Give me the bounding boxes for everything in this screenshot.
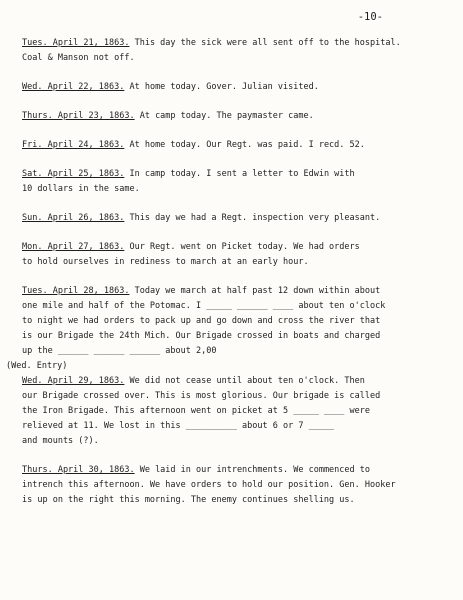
entry-text: We did not cease until about ten o'clock. Then xyxy=(124,376,365,386)
entry-date: Thurs. April 23, 1863. xyxy=(22,111,135,121)
entry-date: Thurs. April 30, 1863. xyxy=(22,465,135,475)
entry-line: Coal & Manson not off. xyxy=(22,53,135,63)
entry-line xyxy=(22,374,447,389)
entry-text: Today we march at half past 12 down within about xyxy=(129,286,381,296)
entry-line xyxy=(22,211,447,226)
entry-date: Fri. April 24, 1863. xyxy=(22,140,125,150)
entry-text: This day the sick were all sent off to the hospital. xyxy=(129,38,401,48)
diary-entry xyxy=(22,109,447,124)
entry-line: one mile and half of the Potomac. I _____ ______ ____ about ten o'clock xyxy=(22,301,386,311)
entry-line: our Brigade crossed over. This is most glorious. Our brigade is called xyxy=(22,391,381,401)
entry-line: the Iron Brigade. This afternoon went on picket at 5 _____ ____ were xyxy=(22,406,370,416)
entry-line xyxy=(22,109,447,124)
entry-text: At home today. Our Regt. was paid. I recd. 52. xyxy=(124,140,365,150)
entry-text: Our Regt. went on Picket today. We had orders xyxy=(124,242,360,252)
entry-prefix: (Wed. Entry) xyxy=(6,361,68,371)
entry-date: Sat. April 25, 1863. xyxy=(22,169,125,179)
diary-entry xyxy=(22,80,447,95)
entry-line: relieved at 11. We lost in this __________ about 6 or 7 _____ xyxy=(22,421,335,431)
entry-text: At home today. Gover. Julian visited. xyxy=(124,82,319,92)
diary-entry xyxy=(22,211,447,226)
entry-line: 10 dollars in the same. xyxy=(22,184,140,194)
diary-entry xyxy=(6,359,447,449)
entry-line xyxy=(22,240,447,255)
diary-entry xyxy=(22,240,447,270)
diary-entry xyxy=(22,138,447,153)
entry-line: and mounts (?). xyxy=(22,436,99,446)
entry-date: Tues. April 21, 1863. xyxy=(22,38,130,48)
diary-entry xyxy=(22,167,447,197)
page-number: -10- xyxy=(357,11,383,23)
entry-line: intrench this afternoon. We have orders to hold our position. Gen. Hooker xyxy=(22,480,396,490)
entry-line xyxy=(22,167,447,182)
diary-entry xyxy=(22,284,447,359)
entry-line: up the ______ ______ ______ about 2,00 xyxy=(22,346,217,356)
entry-line: to hold ourselves in rediness to march at an early hour. xyxy=(22,257,309,267)
entry-line: is our Brigade the 24th Mich. Our Brigade crossed in boats and charged xyxy=(22,331,381,341)
entry-line xyxy=(22,80,447,95)
diary-entries xyxy=(6,36,447,522)
entry-line xyxy=(22,138,447,153)
entry-date: Mon. April 27, 1863. xyxy=(22,242,125,252)
entry-date: Wed. April 22, 1863. xyxy=(22,82,125,92)
entry-date: Wed. April 29, 1863. xyxy=(22,376,125,386)
entry-date: Sun. April 26, 1863. xyxy=(22,213,125,223)
entry-date: Tues. April 28, 1863. xyxy=(22,286,130,296)
entry-line xyxy=(22,284,447,299)
diary-entry xyxy=(22,463,447,508)
entry-line xyxy=(22,463,447,478)
entry-line: to night we had orders to pack up and go down and cross the river that xyxy=(22,316,381,326)
entry-line xyxy=(22,36,447,51)
entry-text: This day we had a Regt. inspection very pleasant. xyxy=(124,213,381,223)
entry-text: At camp today. The paymaster came. xyxy=(134,111,314,121)
entry-line: is up on the right this morning. The enemy continues shelling us. xyxy=(22,495,355,505)
entry-text: In camp today. I sent a letter to Edwin with xyxy=(124,169,355,179)
diary-entry xyxy=(22,36,447,66)
entry-text: We laid in our intrenchments. We commenced to xyxy=(134,465,370,475)
